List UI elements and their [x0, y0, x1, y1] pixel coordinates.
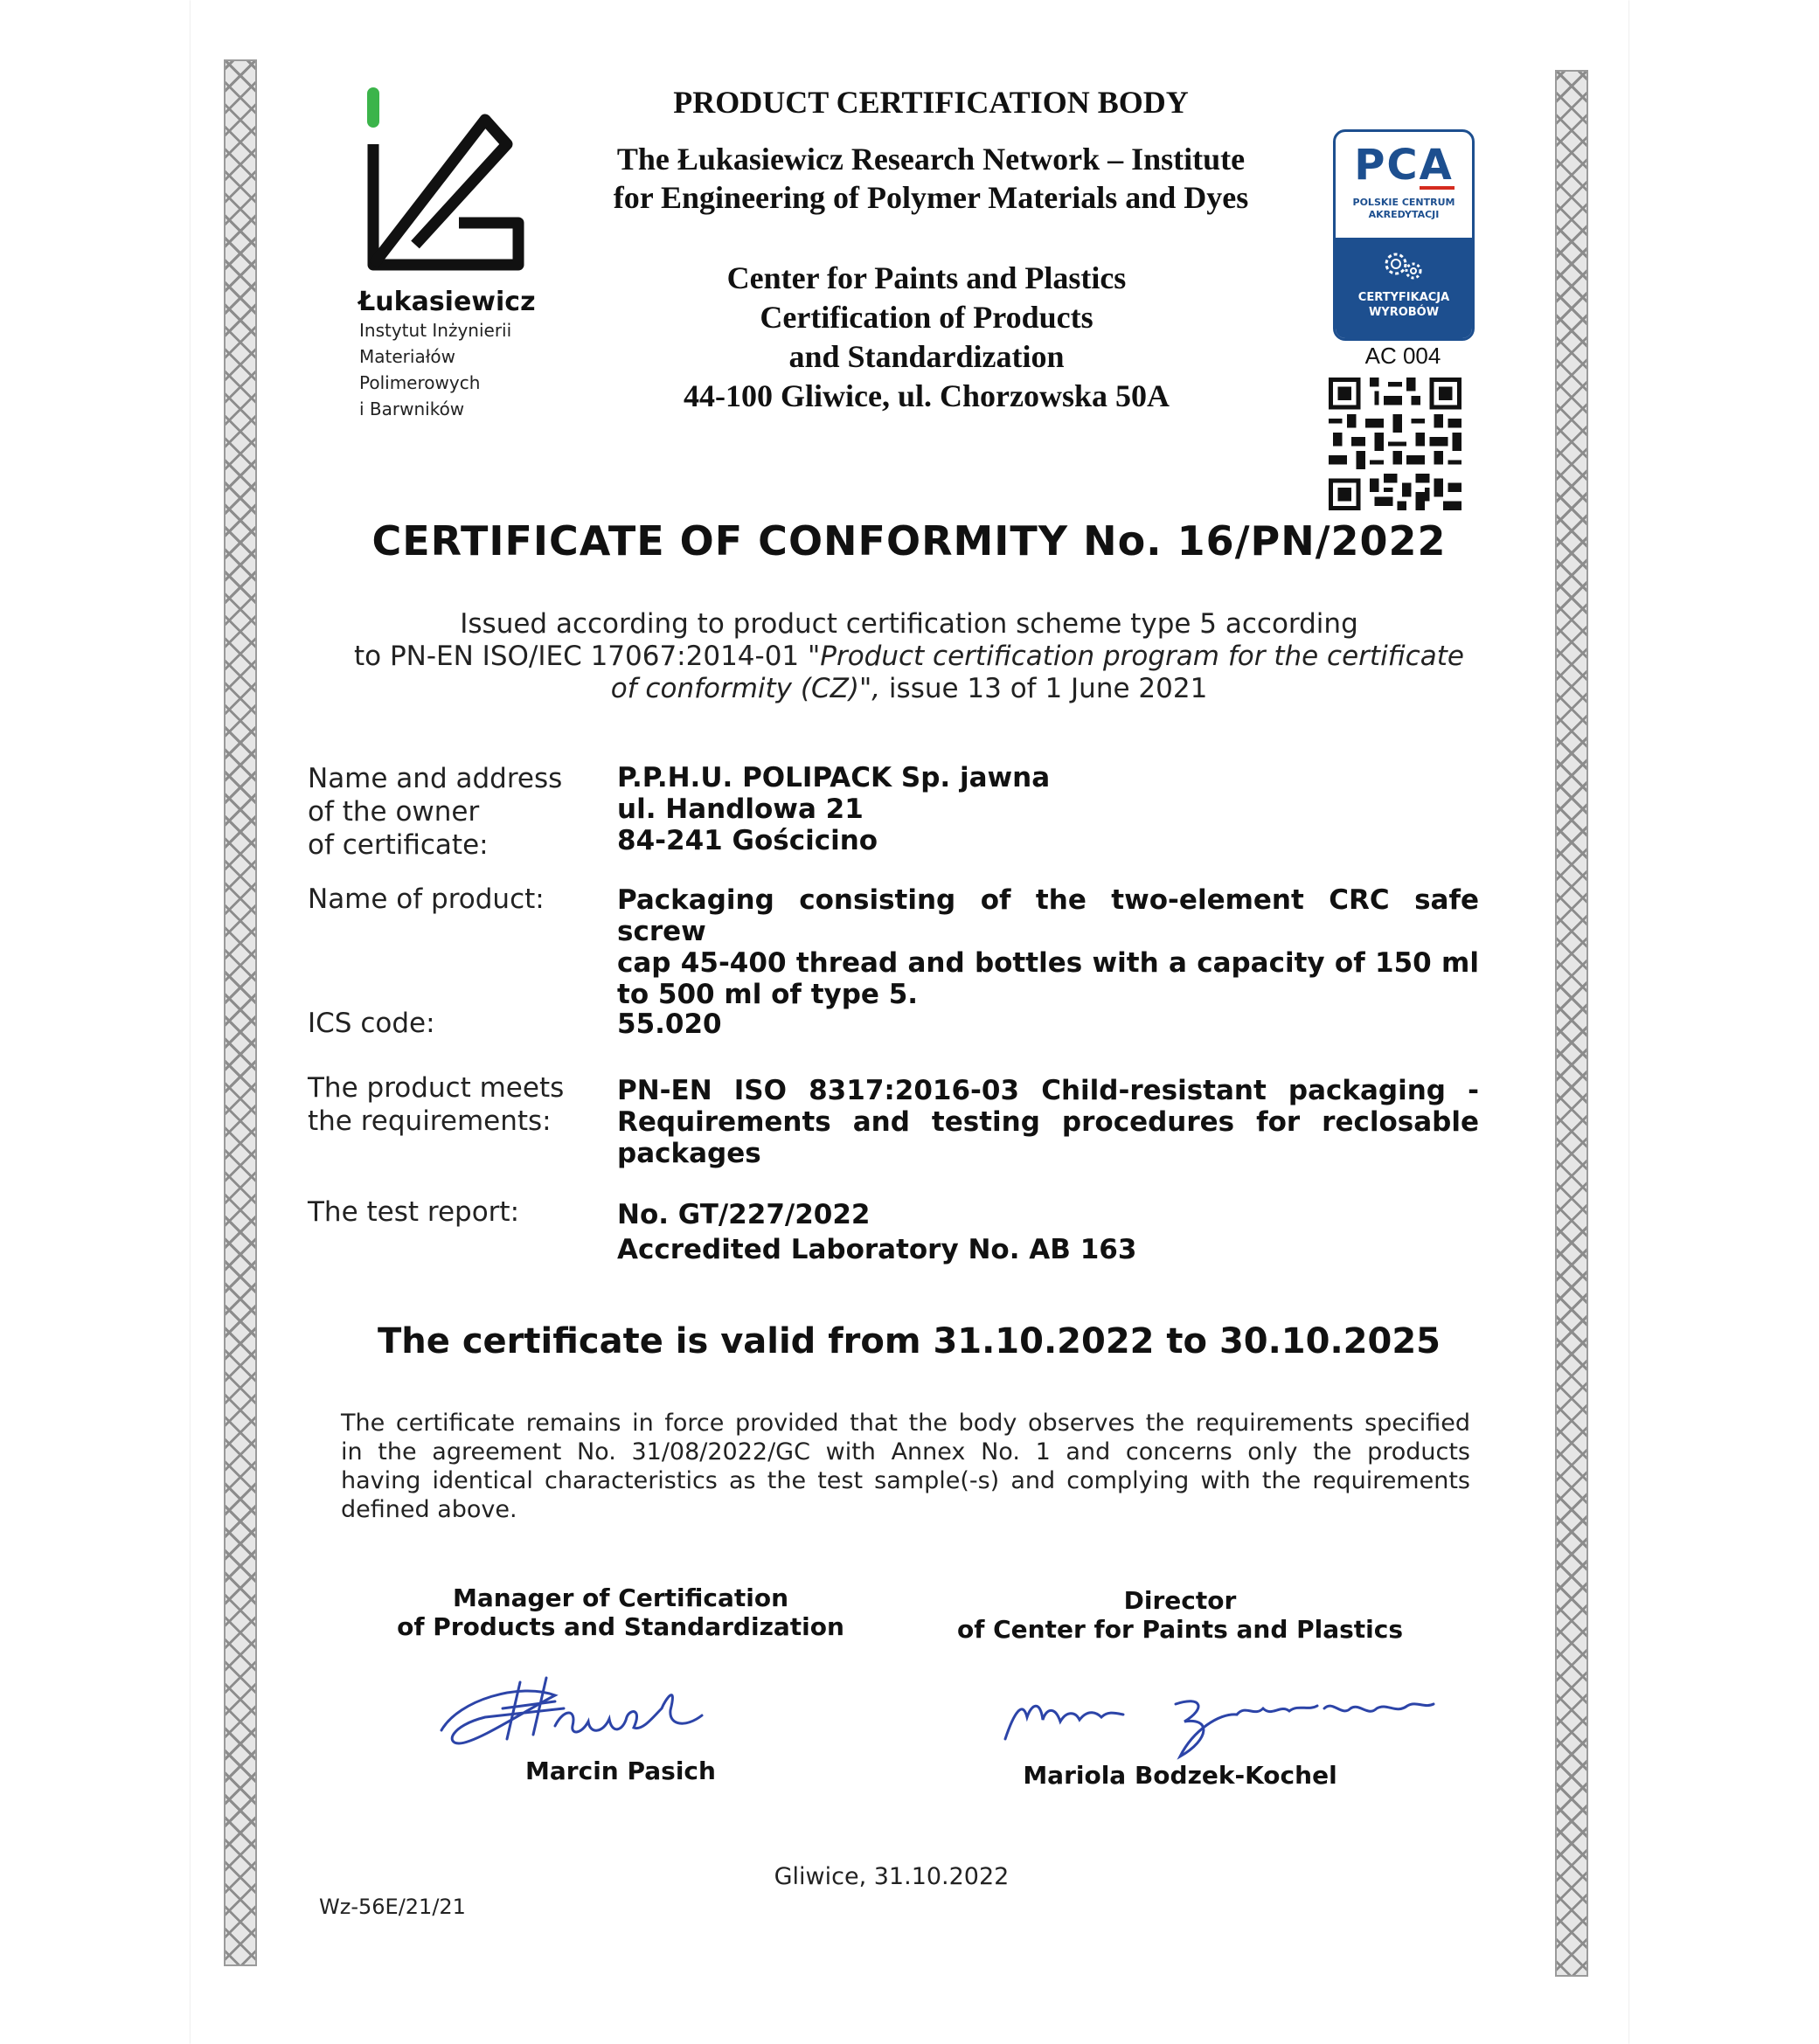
- test-report-value: No. GT/227/2022 Accredited Laboratory No. AB 163: [617, 1199, 1137, 1265]
- product-label: Name of product:: [308, 883, 545, 915]
- requirements-value: PN-EN ISO 8317:2016-03 Child-resistant packaging - Requirements and testing procedures for reclosable packages: [617, 1075, 1479, 1169]
- right-signatory-name: Mariola Bodzek-Kochel: [1023, 1761, 1337, 1790]
- logo-name: Łukasiewicz: [358, 287, 536, 317]
- left-signatory-name: Marcin Pasich: [525, 1756, 716, 1785]
- owner-value: P.P.H.U. POLIPACK Sp. jawna ul. Handlowa 21 84-241 Gościcino: [617, 762, 1051, 856]
- requirements-label: The product meets the requirements:: [308, 1072, 565, 1137]
- validity-statement: The certificate is valid from 31.10.2022 to 30.10.2025: [378, 1321, 1441, 1362]
- conditions-paragraph: The certificate remains in force provided that the body observes the requirements specified in the agreement No. 31/08/2022/GC with Annex No. 1 and concerns only the products having identical characteristics as the test sample(-s) and complying with the requirements defined above.: [341, 1410, 1470, 1523]
- left-ornamental-border: [224, 59, 257, 1966]
- right-signatory-title: Director of Center for Paints and Plastics: [956, 1586, 1404, 1644]
- left-signatory-title: Manager of Certification of Products and Standardization: [397, 1583, 844, 1641]
- body-title: PRODUCT CERTIFICATION BODY: [673, 85, 1189, 120]
- issued-statement: Issued according to product certification scheme type 5 according to PN-EN ISO/IEC 17067:2014-01 "Product certification program for the certificate of conformity (CZ)", issue 13 of 1 June 2021: [354, 608, 1464, 704]
- right-ornamental-border: [1555, 70, 1588, 1977]
- owner-label: Name and address of the owner of certificate:: [308, 763, 563, 861]
- pca-name: POLSKIE CENTRUM AKREDYTACJI: [1352, 197, 1455, 220]
- logo-subtitle: Instytut Inżynierii Materiałów Polimerowych i Barwników: [359, 320, 512, 419]
- pca-logo-text: PCA: [1354, 141, 1454, 190]
- accreditation-code: AC 004: [1364, 343, 1441, 369]
- ics-value: 55.020: [617, 1008, 722, 1040]
- ics-label: ICS code:: [308, 1008, 435, 1039]
- lukasiewicz-logo-icon: [354, 83, 529, 284]
- certificate-title: CERTIFICATE OF CONFORMITY No. 16/PN/2022: [371, 517, 1447, 565]
- right-signature: [992, 1669, 1447, 1765]
- institute-name: The Łukasiewicz Research Network – Institute for Engineering of Polymer Materials and Dyes: [613, 142, 1249, 215]
- pca-cert-label: CERTYFIKACJA WYROBÓW: [1357, 291, 1450, 319]
- product-value: Packaging consisting of the two-element CRC safe screw cap 45-400 thread and bottles with a capacity of 150 ml to 500 ml of type 5.: [617, 884, 1479, 1010]
- qr-code-icon: [1329, 378, 1461, 510]
- form-code: Wz-56E/21/21: [319, 1895, 466, 1919]
- place-date: Gliwice, 31.10.2022: [774, 1863, 1010, 1890]
- left-signature: [424, 1647, 756, 1761]
- pca-blue-panel: [1336, 238, 1472, 338]
- pca-accreditation-mark: [1333, 129, 1475, 341]
- gears-icon: [1373, 248, 1434, 283]
- test-report-label: The test report:: [308, 1196, 520, 1228]
- center-address: Center for Paints and Plastics Certification of Products and Standardization 44-100 Gliwice, ul. Chorzowska 50A: [684, 260, 1170, 413]
